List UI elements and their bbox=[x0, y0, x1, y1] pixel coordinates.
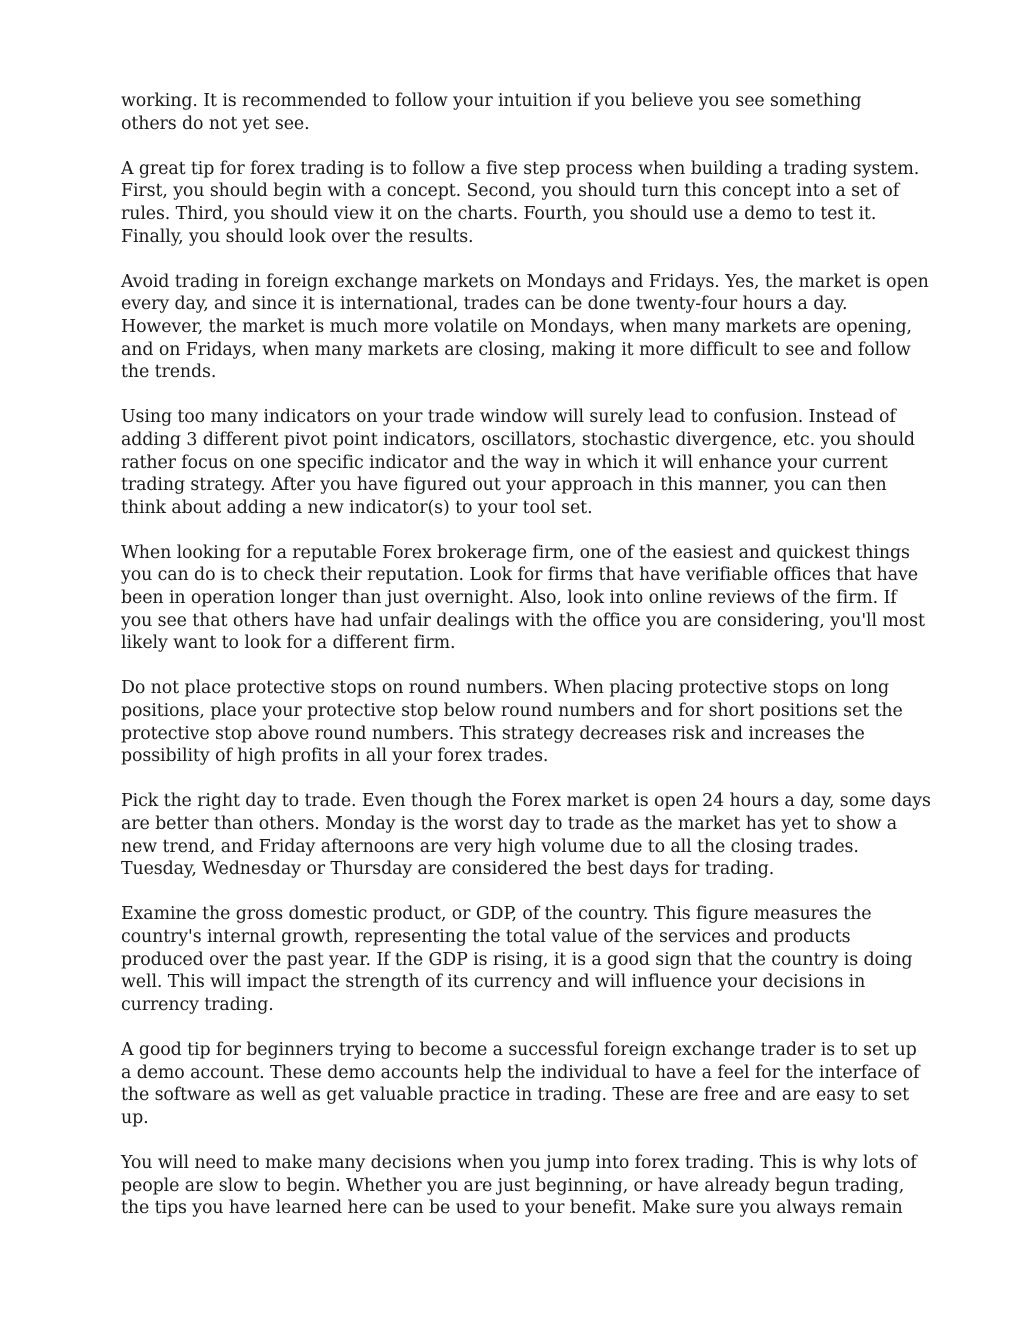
text-line: possibility of high profits in all your forex trades. bbox=[121, 746, 549, 767]
paragraph-4 bbox=[121, 406, 915, 519]
paragraph-9 bbox=[121, 1039, 920, 1129]
text-line: Examine the gross domestic product, or GDP, of the country. This figure measures the bbox=[121, 904, 872, 925]
text-line: likely want to look for a different firm. bbox=[121, 633, 456, 654]
text-line: protective stop above round numbers. This strategy decreases risk and increases the bbox=[121, 723, 865, 744]
text-line: people are slow to begin. Whether you are just beginning, or have already begun trading, bbox=[121, 1175, 905, 1196]
text-line: are better than others. Monday is the worst day to trade as the market has yet to show a bbox=[121, 814, 898, 834]
text-line: However, the market is much more volatile on Mondays, when many markets are opening, bbox=[121, 316, 912, 337]
text-line: every day, and since it is international, trades can be done twenty-four hours a day. bbox=[121, 294, 848, 315]
text-line: A great tip for forex trading is to follow a five step process when building a trading system. bbox=[121, 158, 920, 179]
text-line: well. This will impact the strength of its currency and will influence your decisions in bbox=[121, 972, 866, 993]
text-line: the software as well as get valuable practice in trading. These are free and are easy to set bbox=[121, 1085, 910, 1106]
text-line: produced over the past year. If the GDP is rising, it is a good sign that the country is doing bbox=[121, 949, 913, 970]
text-line: you can do is to check their reputation. Look for firms that have verifiable offices that have bbox=[121, 565, 918, 586]
text-line: When looking for a reputable Forex brokerage firm, one of the easiest and quickest things bbox=[121, 542, 910, 563]
document-page bbox=[121, 90, 931, 1242]
paragraph-2 bbox=[121, 158, 920, 248]
text-line: A good tip for beginners trying to become a successful foreign exchange trader is to set up bbox=[121, 1039, 917, 1060]
text-line: and on Fridays, when many markets are closing, making it more difficult to see and follow bbox=[121, 339, 911, 360]
text-line: up. bbox=[121, 1107, 149, 1128]
text-line: new trend, and Friday afternoons are very high volume due to all the closing trades. bbox=[121, 836, 859, 857]
text-line: adding 3 different pivot point indicators, oscillators, stochastic divergence, etc. you should bbox=[121, 429, 915, 450]
paragraph-10 bbox=[121, 1152, 917, 1220]
text-line: others do not yet see. bbox=[121, 113, 310, 134]
text-line: First, you should begin with a concept. Second, you should turn this concept into a set of bbox=[121, 181, 900, 202]
text-line: trading strategy. After you have figured out your approach in this manner, you can then bbox=[121, 475, 887, 496]
text-line: the tips you have learned here can be used to your benefit. Make sure you always remain bbox=[121, 1198, 903, 1219]
paragraph-8 bbox=[121, 903, 911, 1016]
text-line: Pick the right day to trade. Even though the Forex market is open 24 hours a day, some days bbox=[121, 791, 931, 812]
paragraph-7 bbox=[121, 790, 931, 880]
paragraph-1 bbox=[121, 90, 911, 135]
text-line: been in operation longer than just overnight. Also, look into online reviews of the firm. If bbox=[121, 588, 897, 609]
text-line: the trends. bbox=[121, 362, 217, 383]
text-line: think about adding a new indicator(s) to your tool set. bbox=[121, 497, 593, 518]
text-line: a demo account. These demo accounts help the individual to have a feel for the interface of bbox=[121, 1062, 920, 1083]
text-line: Do not place protective stops on round numbers. When placing protective stops on long bbox=[121, 678, 889, 699]
text-line: rather focus on one specific indicator and the way in which it will enhance your current bbox=[121, 452, 888, 473]
text-line: Avoid trading in foreign exchange markets on Mondays and Fridays. Yes, the market is open bbox=[121, 271, 929, 292]
text-line: Using too many indicators on your trade window will surely lead to confusion. Instead of bbox=[121, 407, 896, 428]
text-line: currency trading. bbox=[121, 994, 274, 1015]
text-line: You will need to make many decisions when you jump into forex trading. This is why lots of bbox=[121, 1152, 917, 1173]
text-line: Tuesday, Wednesday or Thursday are considered the best days for trading. bbox=[121, 859, 775, 880]
paragraph-5 bbox=[121, 542, 925, 655]
text-line: country's internal growth, representing the total value of the services and products bbox=[121, 926, 851, 947]
text-line: Finally, you should look over the results. bbox=[121, 226, 474, 247]
text-line: rules. Third, you should view it on the charts. Fourth, you should use a demo to test it. bbox=[121, 203, 877, 224]
paragraph-6 bbox=[121, 677, 911, 767]
text-line: you see that others have had unfair dealings with the office you are considering, you'll most bbox=[121, 610, 925, 631]
text-line: working. It is recommended to follow your intuition if you believe you see something bbox=[121, 91, 862, 111]
paragraph-3 bbox=[121, 271, 929, 384]
text-line: positions, place your protective stop below round numbers and for short positions set the bbox=[121, 701, 903, 722]
